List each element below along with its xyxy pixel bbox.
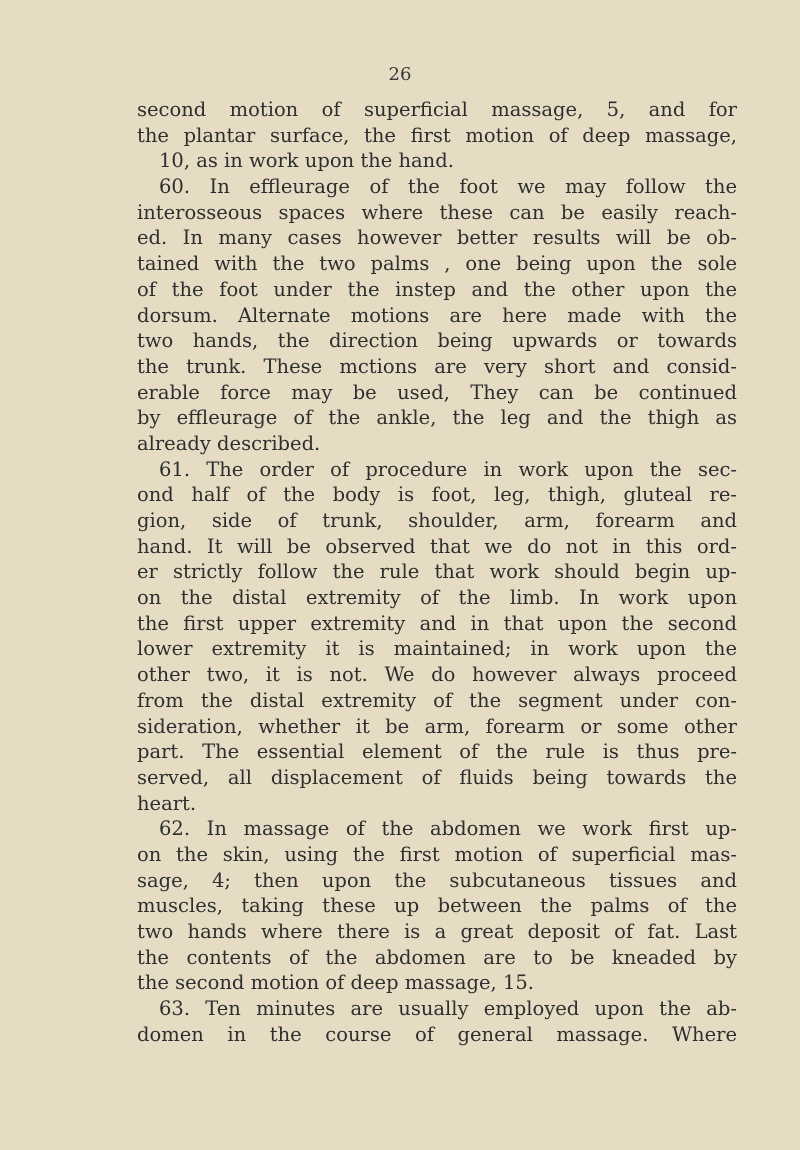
- text-line: muscles, taking these up between the palms of the: [137, 894, 737, 918]
- text-line: already described.: [137, 431, 321, 455]
- text-line: sideration, whether it be arm, forearm or some other: [137, 714, 737, 738]
- text-line: two hands, the direction being upwards or towards: [137, 329, 737, 353]
- text-line: sage, 4; then upon the subcutaneous tissues and: [137, 868, 737, 892]
- text-line: ed. In many cases however better results will be ob-: [137, 226, 737, 250]
- text-line: 10, as in work upon the hand.: [159, 149, 454, 173]
- text-line: 60. In effleurage of the foot we may follow the: [159, 175, 737, 199]
- text-line: the trunk. These mctions are very short and consid-: [137, 354, 737, 378]
- text-line: the first upper extremity and in that upon the second: [137, 611, 737, 635]
- text-line: part. The essential element of the rule is thus pre-: [137, 740, 737, 764]
- text-line: 61. The order of procedure in work upon the sec-: [159, 457, 737, 481]
- text-line: gion, side of trunk, shoulder, arm, forearm and: [137, 509, 737, 532]
- text-line: erable force may be used, They can be continued: [137, 380, 737, 404]
- text-line: from the distal extremity of the segment under con-: [137, 688, 737, 712]
- page-number: 26: [388, 64, 412, 85]
- text-line: on the distal extremity of the limb. In work upon: [137, 586, 737, 610]
- text-line: lower extremity it is maintained; in work upon the: [137, 637, 737, 661]
- text-line: domen in the course of general massage. Where: [137, 1022, 737, 1046]
- text-line: the second motion of deep massage, 15.: [137, 971, 534, 995]
- text-line: 62. In massage of the abdomen we work first up-: [159, 817, 737, 841]
- text-line: hand. It will be observed that we do not in this ord-: [137, 534, 737, 558]
- text-line: heart.: [137, 791, 197, 815]
- text-line: second motion of superficial massage, 5, and for: [137, 98, 737, 121]
- text-line: on the skin, using the first motion of superficial mas-: [137, 842, 737, 866]
- text-line: the plantar surface, the first motion of deep massage,: [137, 123, 737, 147]
- text-line: tained with the two palms , one being upon the sole: [137, 252, 737, 276]
- text-line: by effleurage of the ankle, the leg and the thigh as: [137, 406, 737, 430]
- text-line: two hands where there is a great deposit of fat. Last: [137, 920, 737, 943]
- text-line: ond half of the body is foot, leg, thigh, gluteal re-: [137, 483, 737, 507]
- text-line: dorsum. Alternate motions are here made with the: [137, 303, 737, 327]
- text-line: er strictly follow the rule that work should begin up-: [137, 560, 737, 584]
- text-line: other two, it is not. We do however always proceed: [137, 663, 737, 687]
- text-line: served, all displacement of fluids being towards the: [137, 765, 737, 789]
- text-line: of the foot under the instep and the other upon the: [137, 277, 737, 301]
- text-line: the contents of the abdomen are to be kneaded by: [137, 945, 737, 969]
- body-text: [137, 97, 737, 1047]
- text-line: interosseous spaces where these can be easily reach-: [137, 200, 737, 224]
- text-line: 63. Ten minutes are usually employed upon the ab-: [159, 997, 737, 1021]
